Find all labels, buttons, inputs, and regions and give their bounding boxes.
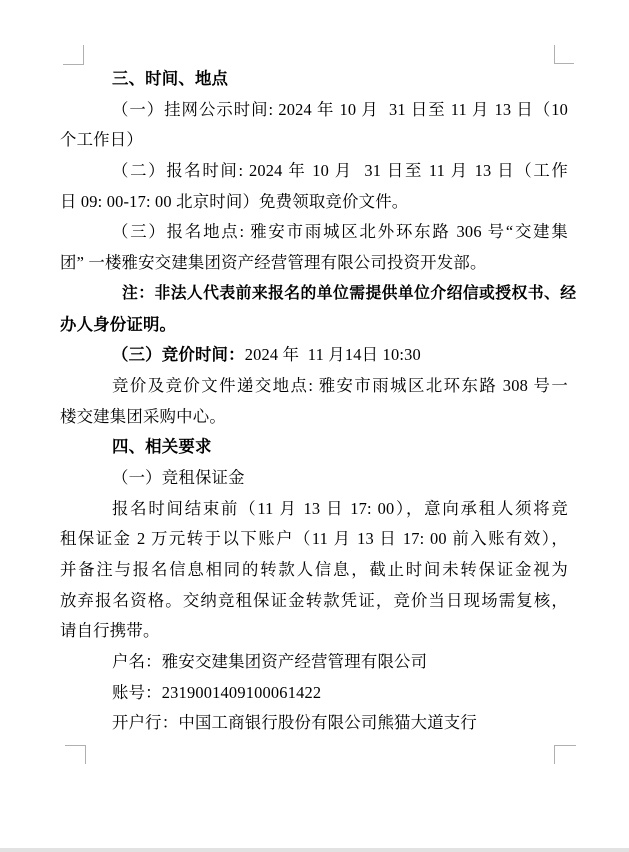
text-line: （一）挂网公示时间: 2024 年 10 月 31 日至 11 月 13 日（10 xyxy=(112,99,568,119)
crop-mark-bottom-left xyxy=(65,745,86,764)
text-line: 放弃报名资格。交纳竞租保证金转款凭证，竞价当日现场需复核， xyxy=(60,590,568,610)
text-line-auction-time xyxy=(60,340,568,371)
text-line: 并备注与报名信息相同的转款人信息，截止时间未转保证金视为 xyxy=(60,560,568,579)
section-heading-requirements: 四、相关要求 xyxy=(112,437,212,457)
text-line: （二）报名时间: 2024 年 10 月 31 日至 11 月 13 日（工作 xyxy=(112,161,568,181)
note-line: 注：非法人代表前来报名的单位需提供单位介绍信或授权书、经 xyxy=(122,284,576,302)
text-line: （一）竞租保证金 xyxy=(112,467,245,487)
text-line: 团” 一楼雅安交建集团资产经营管理有限公司投资开发部。 xyxy=(60,253,487,273)
crop-mark-bottom-right xyxy=(554,745,576,764)
text-line: 租保证金 2 万元转于以下账户（11 月 13 日 17: 00 前入账有效）， xyxy=(60,529,568,549)
text-line: 竞价及竞价文件递交地点: 雅安市雨城区北环东路 308 号一 xyxy=(112,375,568,395)
auction-time-label: （三）竞价时间： xyxy=(112,345,245,365)
page-bottom-gap xyxy=(0,848,629,852)
note-line: 办人身份证明。 xyxy=(60,314,177,334)
crop-mark-top-right xyxy=(554,45,574,64)
account-name-line: 户名：雅安交建集团资产经营管理有限公司 xyxy=(112,652,428,672)
text-line: 楼交建集团采购中心。 xyxy=(60,406,226,426)
account-number-line: 账号：2319001409100061422 xyxy=(112,682,322,702)
bank-name-line: 开户行：中国工商银行股份有限公司熊猫大道支行 xyxy=(112,713,477,733)
auction-time-value: 2024 年 11 月14日 10:30 xyxy=(244,345,421,365)
text-line: 个工作日） xyxy=(60,130,143,150)
section-heading-time-place: 三、时间、地点 xyxy=(112,69,229,88)
text-line: 报名时间结束前（11 月 13 日 17: 00），意向承租人须将竞 xyxy=(112,498,568,518)
crop-mark-top-left xyxy=(63,45,84,65)
document-text-block xyxy=(60,64,576,739)
text-line: 日 09: 00-17: 00 北京时间）免费领取竞价文件。 xyxy=(60,191,409,211)
text-line: （三）报名地点: 雅安市雨城区北外环东路 306 号“交建集 xyxy=(112,222,568,242)
text-line: 请自行携带。 xyxy=(60,621,160,641)
